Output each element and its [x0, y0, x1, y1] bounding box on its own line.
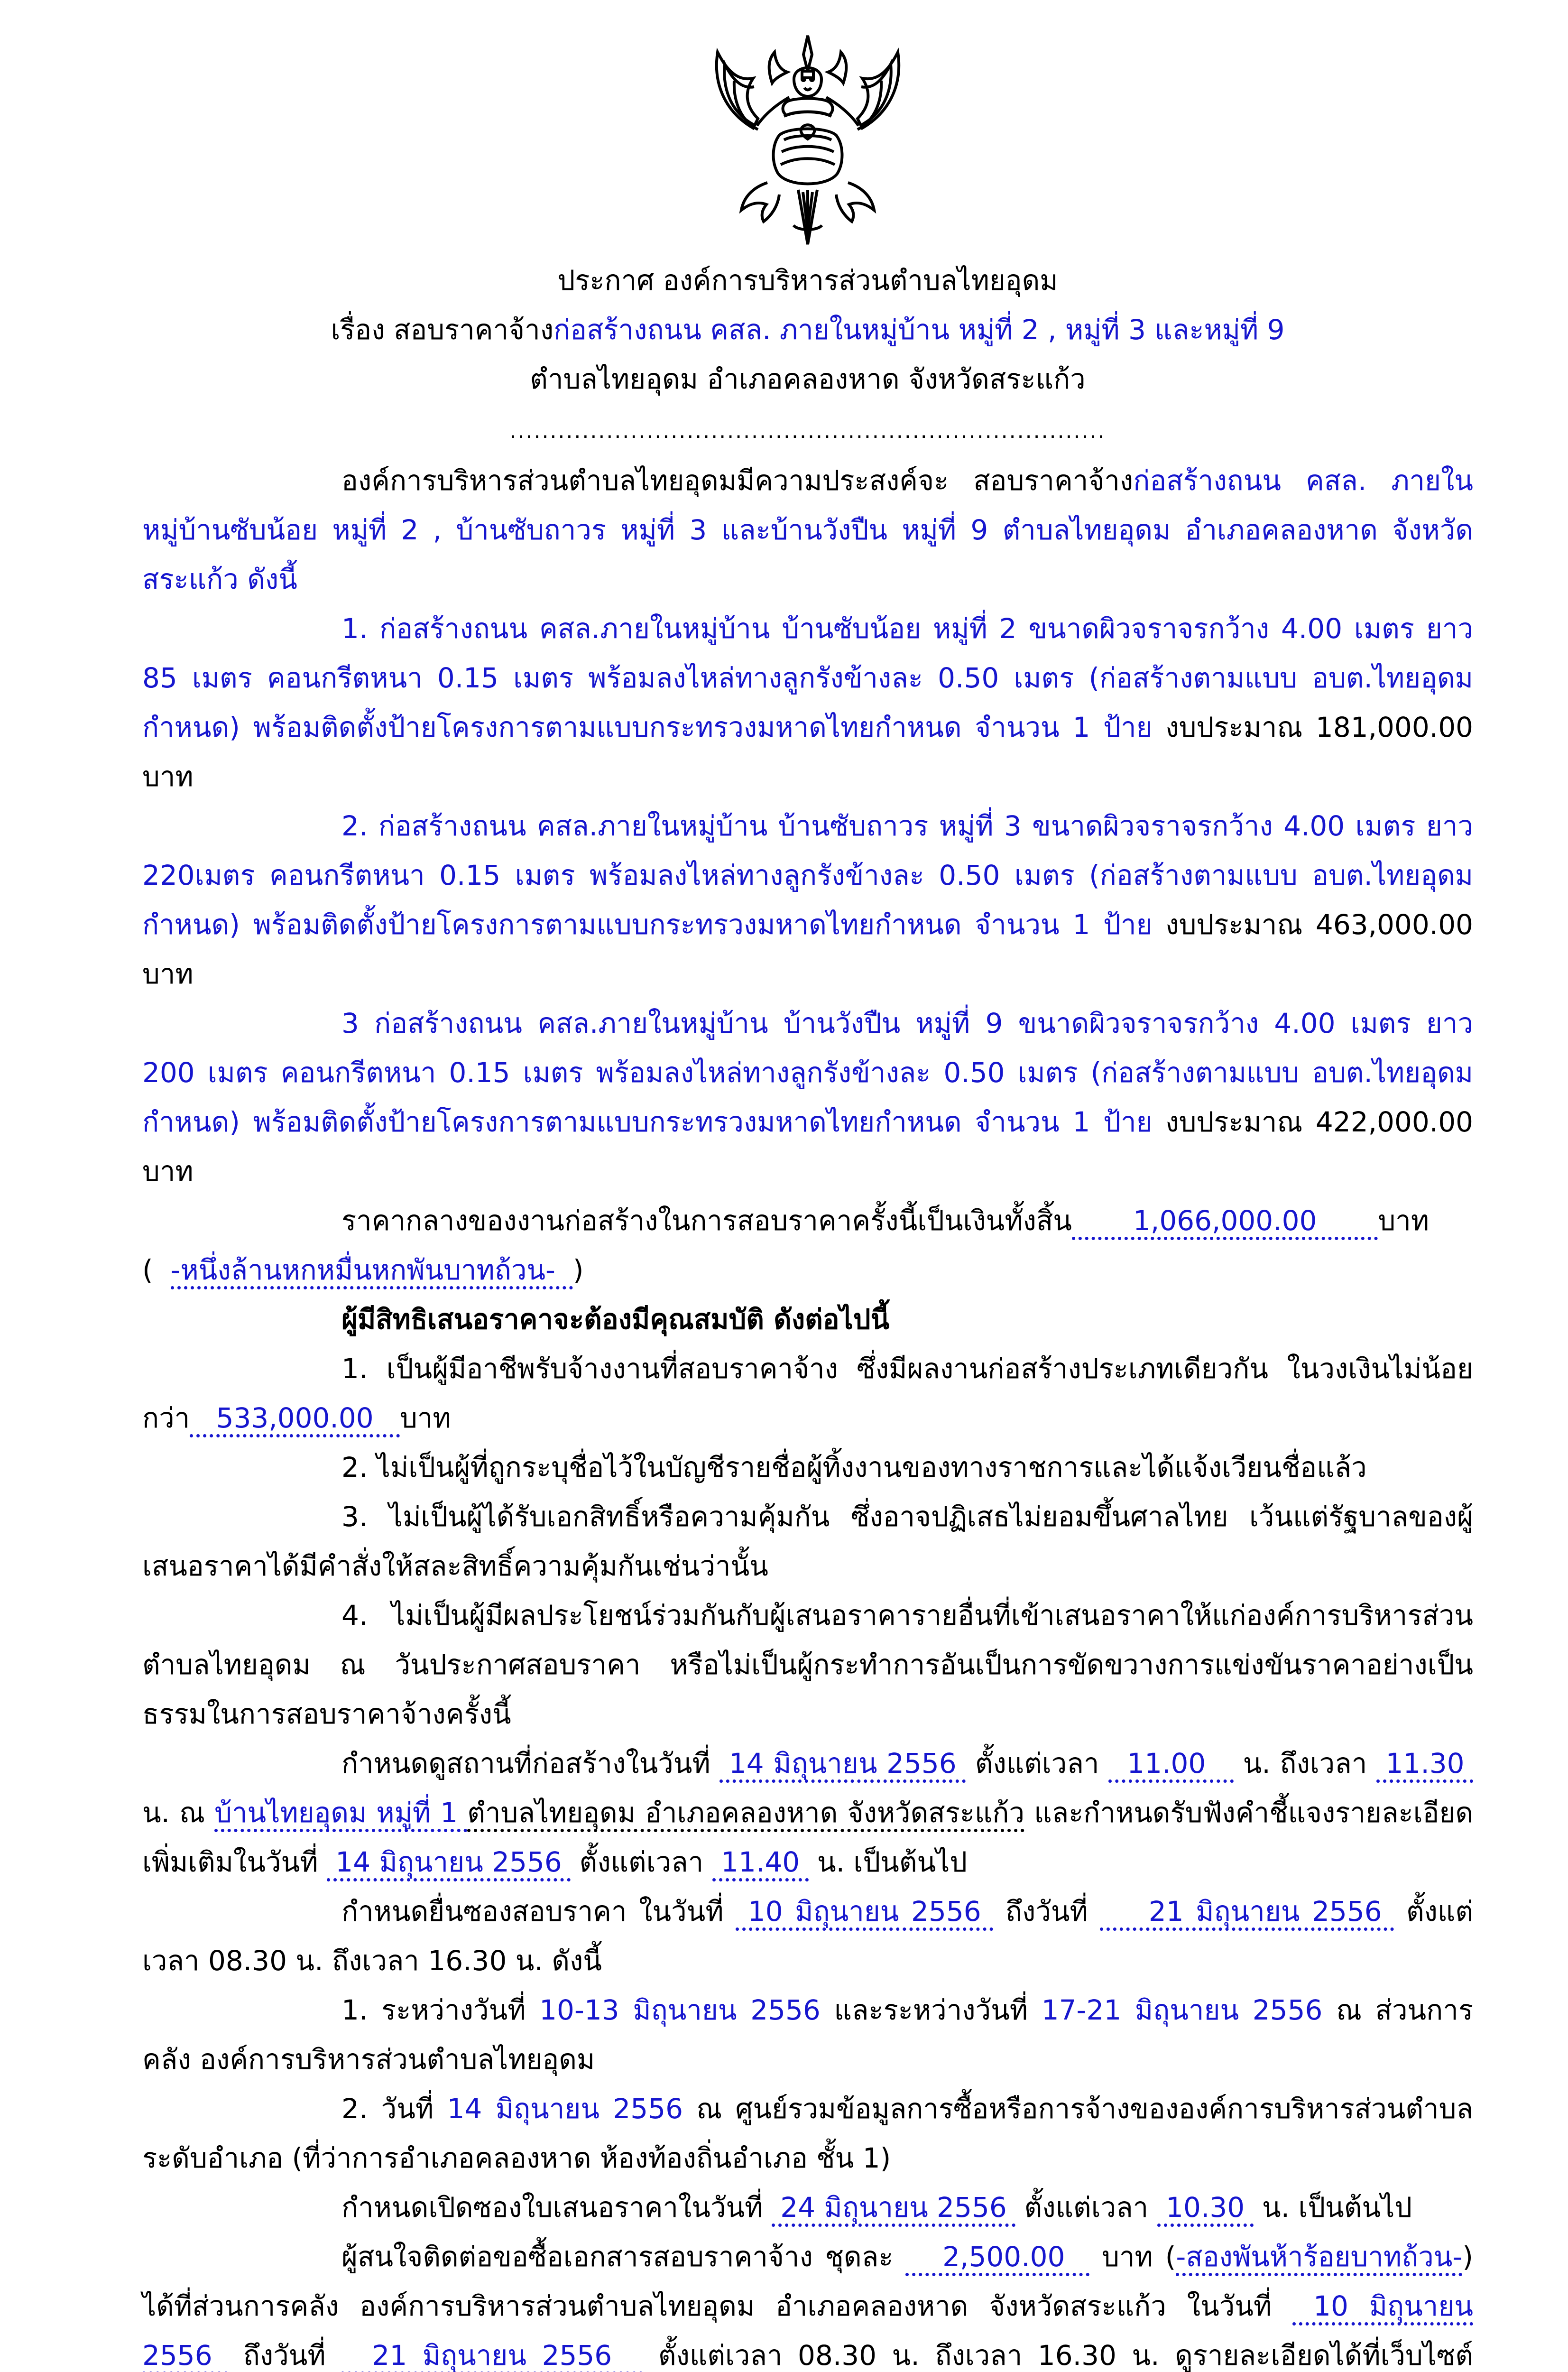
text-run: น. ณ [142, 1797, 215, 1829]
text-run: งบประมาณ 463,000.00 บาท [142, 908, 1473, 990]
header-line-2 [142, 305, 1473, 354]
text-run: กำหนดยื่นซองสอบราคา ในวันที่ [341, 1895, 736, 1927]
garuda-emblem-icon [696, 26, 919, 254]
text-run: 533,000.00 [190, 1402, 400, 1437]
garuda-emblem [694, 26, 922, 256]
text-run: 10.30 [1157, 2191, 1254, 2227]
text-run: 3. ไม่เป็นผู้ได้รับเอกสิทธิ์หรือความคุ้มกัน ซึ่งอาจปฏิเสธไม่ยอมขึ้นศาลไทย เว้นแต่รัฐบาลของผู้เสนอราคาได้มีคำสั่งให้สละสิทธิ์ความคุ้มกันเช่นว่านั้น [142, 1501, 1473, 1582]
text-run: 24 มิถุนายน 2556 [772, 2191, 1015, 2227]
text-run: 3 ก่อสร้างถนน คสล.ภายในหมู่บ้าน บ้านวังปืน หมู่ที่ 9 ขนาดผิวจราจรกว้าง 4.00 เมตร ยาว 200 เมตร คอนกรีตหนา 0.15 เมตร พร้อมลงไหล่ทางลูกรังข้างละ 0.50 เมตร (ก่อสร้างตามแบบ อบต.ไทยอุดมกำหนด) พร้อมติดตั้งป้ายโครงการตามแบบกระทรวงมหาดไทยกำหนด จำนวน 1 ป้าย [142, 1007, 1473, 1138]
intro-paragraph [142, 456, 1473, 604]
text-run: ) [572, 1254, 584, 1286]
text-run: ตำบลไทยอุดม อำเภอคลองหาด จังหวัดสระแก้ว [530, 363, 1086, 395]
text-run: 2,500.00 [905, 2241, 1089, 2276]
submission-location-1 [142, 1985, 1473, 2084]
text-run: 11.30 [1376, 1747, 1473, 1783]
text-run: องค์การบริหารส่วนตำบลไทยอุดมมีความประสงค์จะ สอบราคาจ้าง [341, 464, 1134, 497]
text-run: ประกาศ องค์การบริหารส่วนตำบลไทยอุดม [557, 264, 1058, 296]
text-run: ( [142, 1254, 171, 1286]
qualification-3 [142, 1492, 1473, 1591]
text-run: 14 มิถุนายน 2556 [327, 1846, 571, 1881]
text-run: ผู้มีสิทธิเสนอราคาจะต้องมีคุณสมบัติ ดังต่อไปนี้ [341, 1303, 890, 1335]
text-run: และระหว่างวันที่ [820, 1994, 1042, 2026]
header-divider [142, 404, 1473, 456]
text-run: เรื่อง สอบราคาจ้าง [331, 314, 554, 346]
text-run: 1. ก่อสร้างถนน คสล.ภายในหมู่บ้าน บ้านซับน้อย หมู่ที่ 2 ขนาดผิวจราจรกว้าง 4.00 เมตร ยาว 85 เมตร คอนกรีตหนา 0.15 เมตร พร้อมลงไหล่ทางลูกรังข้างละ 0.50 เมตร (ก่อสร้างตามแบบ อบต.ไทยอุดมกำหนด) พร้อมติดตั้งป้ายโครงการตามแบบกระทรวงมหาดไทยกำหนด จำนวน 1 ป้าย [142, 612, 1473, 743]
document-body [142, 256, 1473, 2372]
text-run: บาท ( [1089, 2241, 1176, 2273]
text-run: 2. วันที่ [341, 2093, 447, 2125]
site-visit-paragraph [142, 1739, 1473, 1887]
text-run: ณ ศูนย์รวมข้อมูลการซื้อหรือการจ้างขององค์การบริหารส่วนตำบลระดับอำเภอ (ที่ว่าการอำเภอคลองหาด ห้องท้องถิ่นอำเภอ ชั้น 1) [142, 2093, 1473, 2174]
bid-opening-paragraph [142, 2183, 1473, 2232]
header-line-3 [142, 354, 1473, 404]
document-purchase-paragraph [142, 2232, 1473, 2372]
text-run: .......................................................................... [509, 419, 1106, 443]
text-run: 2. ไม่เป็นผู้ที่ถูกระบุชื่อไว้ในบัญชีรายชื่อผู้ทิ้งงานของทางราชการและได้แจ้งเวียนชื่อแล้ว [341, 1451, 1367, 1483]
total-price-in-words [142, 1245, 1473, 1295]
header-line-1 [142, 256, 1473, 305]
total-price-line [142, 1196, 1473, 1245]
text-run: ก่อสร้างถนน คสล. ภายในหมู่บ้านซับน้อย หมู่ที่ 2 , บ้านซับถาวร หมู่ที่ 3 และบ้านวังปืน หมู่ที่ 9 ตำบลไทยอุดม อำเภอคลองหาด จังหวัดสระแก้ว ดังนี้ [142, 464, 1473, 595]
text-run: ถึงวันที่ [228, 2339, 341, 2372]
text-run: ผู้สนใจติดต่อขอซื้อเอกสารสอบราคาจ้าง ชุดละ [341, 2241, 906, 2273]
text-run: 1. เป็นผู้มีอาชีพรับจ้างงานที่สอบราคาจ้าง ซึ่งมีผลงานก่อสร้างประเภทเดียวกัน ในวงเงินไม่น้อยกว่า [142, 1353, 1473, 1434]
project-item-2 [142, 801, 1473, 999]
text-run: ตั้งแต่เวลา [966, 1747, 1109, 1779]
qualification-4 [142, 1591, 1473, 1739]
text-run: 14 มิถุนายน 2556 [719, 1747, 966, 1783]
text-run: -สองพันห้าร้อยบาทถ้วน- [1176, 2241, 1462, 2276]
text-run: 11.40 [712, 1846, 809, 1881]
text-run: 10 มิถุนายน 2556 [736, 1895, 993, 1931]
text-run: ) ได้ที่ส่วนการคลัง องค์การบริหารส่วนตำบลไทยอุดม อำเภอคลองหาด จังหวัดสระแก้ว ในวันที่ [142, 2241, 1474, 2322]
text-run: 10-13 มิถุนายน 2556 [539, 1994, 821, 2026]
text-run: ณ ส่วนการคลัง องค์การบริหารส่วนตำบลไทยอุดม [142, 1994, 1473, 2076]
text-run: 11.00 [1108, 1747, 1234, 1783]
text-run: 4. ไม่เป็นผู้มีผลประโยชน์ร่วมกันกับผู้เสนอราคารายอื่นที่เข้าเสนอราคาให้แก่องค์การบริหารส่วนตำบลไทยอุดม ณ วันประกาศสอบราคา หรือไม่เป็นผู้กระทำการอันเป็นการขัดขวางการแข่งขันราคาอย่างเป็นธรรมในการสอบราคาจ้างครั้งนี้ [142, 1599, 1473, 1730]
text-run: งบประมาณ 181,000.00 บาท [142, 711, 1473, 793]
qualification-1 [142, 1344, 1473, 1443]
text-run: บาท [1378, 1205, 1430, 1237]
text-run: 17-21 มิถุนายน 2556 [1041, 1994, 1323, 2026]
qualification-2 [142, 1443, 1473, 1492]
text-run: น. ถึงเวลา [1234, 1747, 1376, 1779]
text-run: 1. ระหว่างวันที่ [341, 1994, 540, 2026]
text-run: ถึงวันที่ [993, 1895, 1100, 1927]
project-item-3 [142, 999, 1473, 1196]
text-run: น. เป็นต้นไป [808, 1846, 968, 1878]
project-item-1 [142, 604, 1473, 801]
text-run: ตำบลไทยอุดม อำเภอคลองหาด จังหวัดสระแก้ว [467, 1797, 1024, 1832]
text-run: ตั้งแต่เวลา 08.30 น. ถึงเวลา 16.30 น. ดังนี้ [142, 1895, 1473, 1977]
text-run: น. เป็นต้นไป [1253, 2191, 1412, 2224]
text-run: ก่อสร้างถนน คสล. ภายในหมู่บ้าน หมู่ที่ 2 , หมู่ที่ 3 และหมู่ที่ 9 [553, 314, 1285, 346]
submission-period-paragraph [142, 1887, 1473, 1985]
text-run: ตั้งแต่เวลา [1015, 2191, 1157, 2224]
text-run: 21 มิถุนายน 2556 [1100, 1895, 1394, 1931]
text-run: 14 มิถุนายน 2556 [447, 2093, 683, 2125]
text-run: ราคากลางของงานก่อสร้างในการสอบราคาครั้งนี้เป็นเงินทั้งสิ้น [341, 1205, 1072, 1237]
text-run: กำหนดเปิดซองใบเสนอราคาในวันที่ [341, 2191, 772, 2224]
text-run: บาท [399, 1402, 451, 1434]
text-run: และกำหนดรับฟังคำชี้แจงรายละเอียดเพิ่มเติมในวันที่ [142, 1797, 1473, 1878]
text-run: -หนึ่งล้านหกหมื่นหกพันบาทถ้วน- [171, 1254, 573, 1289]
text-run: งบประมาณ 422,000.00 บาท [142, 1106, 1473, 1187]
qualification-heading [142, 1295, 1473, 1344]
text-run: บ้านไทยอุดม หมู่ที่ 1 [214, 1797, 467, 1832]
text-run: 21 มิถุนายน 2556 [341, 2339, 643, 2372]
text-run: ตั้งแต่เวลา 08.30 น. ถึงเวลา 16.30 น. ดูรายละเอียดได้ที่เว็บไซต์ [658, 2339, 1473, 2372]
text-run: กำหนดดูสถานที่ก่อสร้างในวันที่ [341, 1747, 720, 1779]
text-run: 2. ก่อสร้างถนน คสล.ภายในหมู่บ้าน บ้านซับถาวร หมู่ที่ 3 ขนาดผิวจราจรกว้าง 4.00 เมตร ยาว 220เมตร คอนกรีตหนา 0.15 เมตร พร้อมลงไหล่ทางลูกรังข้างละ 0.50 เมตร (ก่อสร้างตามแบบ อบต.ไทยอุดมกำหนด) พร้อมติดตั้งป้ายโครงการตามแบบกระทรวงมหาดไทยกำหนด จำนวน 1 ป้าย [142, 810, 1473, 941]
submission-location-2 [142, 2084, 1473, 2183]
text-run: ตั้งแต่เวลา [571, 1846, 712, 1878]
text-run: 10 มิถุนายน 2556 [142, 2290, 1473, 2372]
text-run: 1,066,000.00 [1072, 1205, 1378, 1240]
